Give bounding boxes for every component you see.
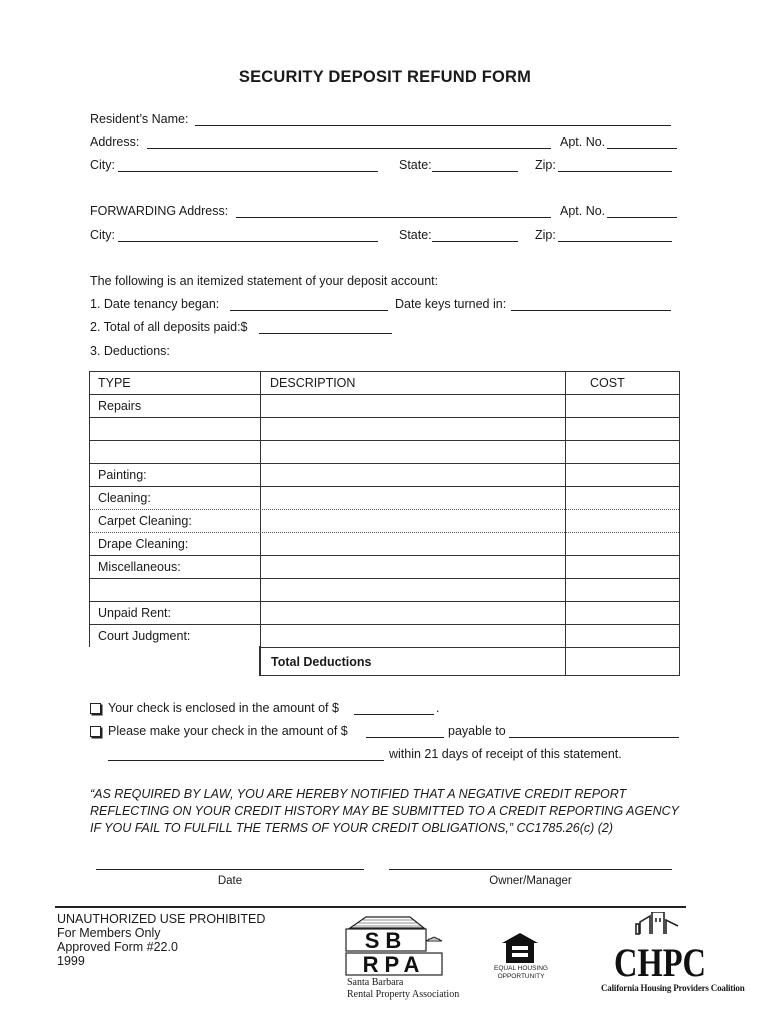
date-tenancy-began-field[interactable] [230, 310, 388, 311]
equal-housing-icon [500, 931, 540, 965]
sbrpa-name [347, 977, 459, 1001]
please-make-check-checkbox[interactable] [90, 726, 101, 737]
row-cleaning: Cleaning: [98, 491, 151, 505]
table-row-divider [90, 417, 679, 418]
zip-label: Zip: [535, 158, 556, 172]
within-days-field[interactable] [108, 760, 384, 761]
date-tenancy-began-label: 1. Date tenancy began: [90, 297, 220, 311]
row-unpaid-rent: Unpaid Rent: [98, 606, 171, 620]
notice-line: REFLECTING ON YOUR CREDIT HISTORY MAY BE SUBMITTED TO A CREDIT REPORTING AGENCY [90, 804, 679, 818]
svg-text:SB: SB [364, 928, 408, 953]
row-miscellaneous: Miscellaneous: [98, 560, 181, 574]
owner-manager-signature-field[interactable] [389, 869, 672, 870]
owner-manager-label: Owner/Manager [489, 875, 572, 887]
row-repairs: Repairs [98, 399, 142, 413]
sbrpa-logo-icon [338, 915, 444, 977]
total-deposits-field[interactable] [259, 333, 392, 334]
approved-form-text: Approved Form #22.0 [57, 940, 178, 954]
forwarding-address-field[interactable] [236, 217, 551, 218]
unauthorized-use-text: UNAUTHORIZED USE PROHIBITED [57, 912, 266, 926]
total-deposits-label: 2. Total of all deposits paid:$ [90, 320, 248, 334]
form-title: SECURITY DEPOSIT REFUND FORM [238, 68, 532, 86]
header-cost: COST [590, 376, 625, 390]
residents-name-label: Resident’s Name: [90, 112, 189, 126]
chpc-logo-icon [604, 912, 716, 988]
period: . [436, 701, 440, 715]
apt-no-field[interactable] [607, 148, 677, 149]
forwarding-apt-no-label: Apt. No. [560, 204, 606, 218]
state-label: State: [399, 158, 432, 172]
total-row-blank-area [88, 647, 259, 677]
date-keys-turned-in-field[interactable] [511, 310, 671, 311]
date-signature-label: Date [217, 875, 243, 887]
row-painting: Painting: [98, 468, 147, 482]
table-row-divider [90, 578, 679, 579]
please-make-check-label: Please make your check in the amount of $ [108, 724, 348, 738]
notice-line: “AS REQUIRED BY LAW, YOU ARE HEREBY NOTIFIED THAT A NEGATIVE CREDIT REPORT [90, 787, 627, 801]
table-row-divider [90, 532, 679, 533]
forwarding-apt-no-field[interactable] [607, 217, 677, 218]
table-row-divider [90, 486, 679, 487]
header-type: TYPE [98, 376, 131, 390]
date-signature-field[interactable] [96, 869, 364, 870]
row-carpet-cleaning: Carpet Cleaning: [98, 514, 192, 528]
table-row-divider [90, 601, 679, 602]
table-row-divider [90, 624, 679, 625]
row-drape-cleaning: Drape Cleaning: [98, 537, 189, 551]
table-bottom-border [259, 675, 680, 676]
svg-text:RPA: RPA [362, 952, 426, 977]
check-enclosed-checkbox[interactable] [90, 703, 101, 714]
payable-to-label: payable to [448, 724, 506, 738]
state-field[interactable] [432, 171, 518, 172]
notice-line: IF YOU FAIL TO FULFILL THE TERMS OF YOUR CREDIT OBLIGATIONS,” CC1785.26(c) (2) [90, 821, 614, 835]
table-row-divider [90, 440, 679, 441]
equal-housing-line1: EQUAL HOUSING [494, 965, 548, 972]
within-21-days-label: within 21 days of receipt of this statement. [389, 747, 622, 761]
svg-text:CHPC: CHPC [614, 940, 706, 985]
table-column-divider [259, 646, 260, 676]
table-row-divider [90, 463, 679, 464]
deductions-table [89, 371, 680, 676]
forwarding-state-field[interactable] [432, 241, 518, 242]
residents-name-field[interactable] [195, 125, 671, 126]
sbrpa-line1: Santa Barbara [347, 977, 404, 988]
forwarding-address-label: FORWARDING Address: [90, 204, 229, 218]
footer-rule [55, 906, 686, 908]
table-row-divider [90, 509, 679, 510]
check-enclosed-amount-field[interactable] [354, 714, 434, 715]
table-row-divider [565, 647, 679, 648]
deductions-label: 3. Deductions: [90, 344, 170, 358]
header-description: DESCRIPTION [270, 376, 356, 390]
equal-housing-line2: OPPORTUNITY [497, 973, 545, 980]
check-enclosed-label: Your check is enclosed in the amount of $ [108, 701, 339, 715]
address-label: Address: [90, 135, 140, 149]
please-make-check-amount-field[interactable] [366, 737, 444, 738]
statement-intro: The following is an itemized statement of your deposit account: [90, 274, 439, 288]
table-header-divider [90, 394, 679, 395]
total-deductions-label: Total Deductions [271, 655, 372, 669]
address-field[interactable] [147, 148, 551, 149]
zip-field[interactable] [558, 171, 672, 172]
credit-report-notice [90, 786, 690, 837]
row-court-judgment: Court Judgment: [98, 629, 191, 643]
sbrpa-line2: Rental Property Association [347, 989, 460, 1000]
forwarding-city-field[interactable] [118, 241, 378, 242]
year-text: 1999 [57, 954, 85, 968]
members-only-text: For Members Only [57, 926, 161, 940]
forwarding-zip-field[interactable] [558, 241, 672, 242]
table-row-divider [90, 555, 679, 556]
apt-no-label: Apt. No. [560, 135, 606, 149]
equal-housing-text [480, 965, 562, 981]
city-label: City: [90, 158, 115, 172]
forwarding-state-label: State: [399, 228, 432, 242]
forwarding-zip-label: Zip: [535, 228, 556, 242]
forwarding-city-label: City: [90, 228, 115, 242]
city-field[interactable] [118, 171, 378, 172]
date-keys-turned-in-label: Date keys turned in: [395, 297, 507, 311]
chpc-name: California Housing Providers Coalition [601, 983, 745, 993]
payable-to-field[interactable] [509, 737, 679, 738]
